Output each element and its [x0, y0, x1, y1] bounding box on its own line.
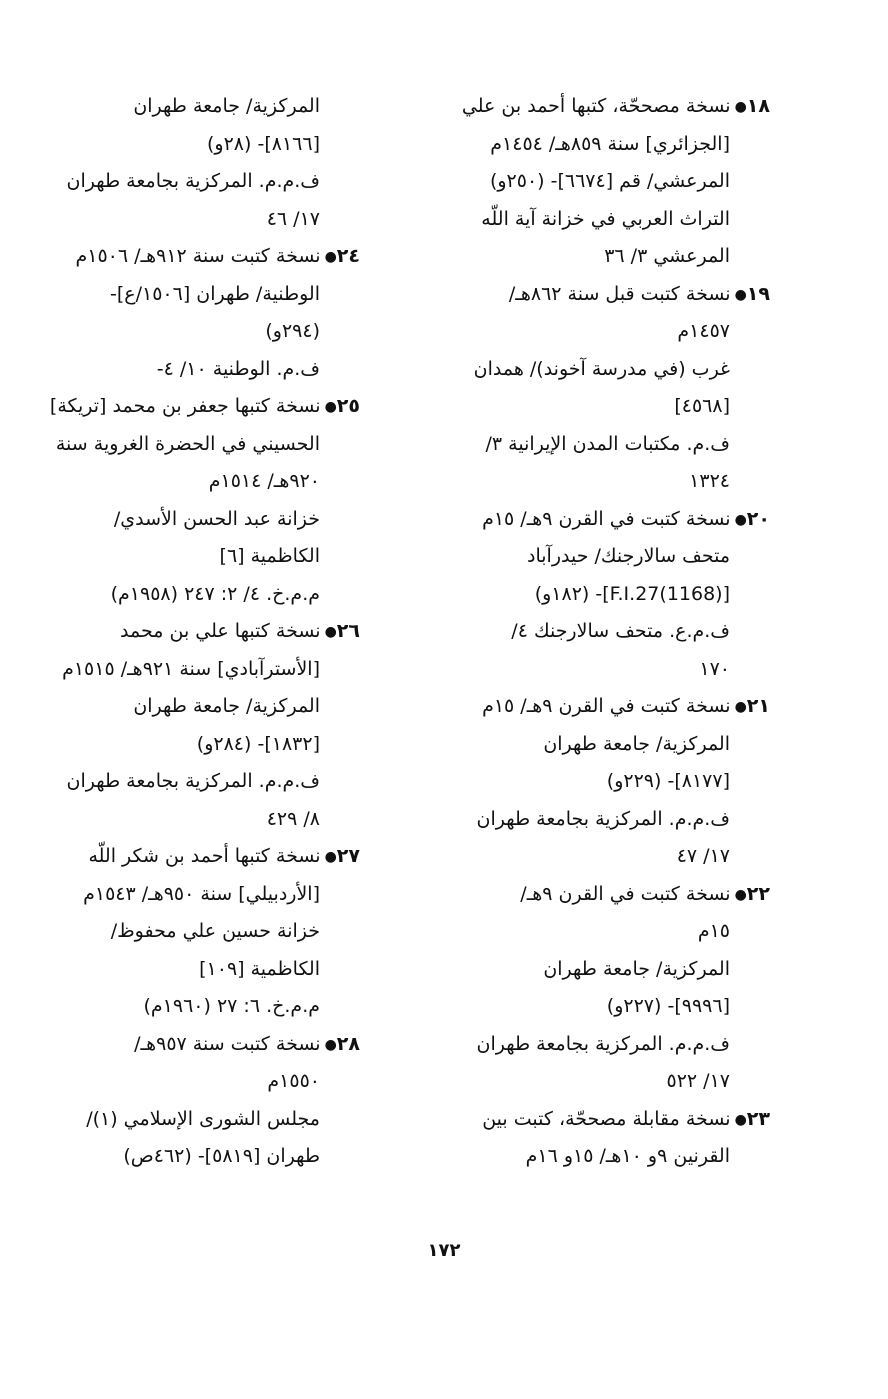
entry-line — [46, 876, 360, 914]
entry-line — [46, 688, 360, 726]
entry-text: المركزية/ جامعة طهران — [133, 695, 320, 717]
entry-text: المركزية/ جامعة طهران — [543, 957, 730, 980]
entry-text: خزانة حسين علي محفوظ/ — [110, 920, 320, 942]
entry-text: [٩٩٩٦]- (٢٢٧و) — [606, 995, 730, 1017]
entry-text: طهران [٥٨١٩]- (٤٦٢ص) — [123, 1145, 320, 1167]
entry-text: ف.م.م. المركزية بجامعة طهران — [476, 807, 730, 830]
entry-line — [430, 313, 770, 351]
bullet-icon: ● — [324, 399, 337, 415]
page-number: ١٧٢ — [427, 1240, 461, 1261]
entry-line — [46, 351, 360, 389]
entry-line — [430, 1138, 770, 1176]
entry-line — [430, 538, 770, 576]
entry-line — [46, 126, 360, 164]
entry-19 — [430, 276, 770, 501]
entry-text: ف.م.م. المركزية بجامعة طهران — [476, 1032, 730, 1055]
entry-number: ٢٦ — [336, 620, 360, 642]
entry-text: م.م.خ. ٦: ٢٧ (١٩٦٠م) — [143, 995, 320, 1017]
entry-number: ٢٢ — [746, 882, 770, 905]
entry-line — [46, 1063, 360, 1101]
entry-20 — [430, 501, 770, 689]
entry-23 — [430, 1101, 770, 1176]
entry-28 — [46, 1026, 360, 1176]
entry-text: ١٥م — [697, 920, 730, 942]
entry-line — [430, 951, 770, 989]
entry-text: ١٣٢٤ — [689, 470, 730, 492]
entry-number: ١٨ — [746, 95, 770, 117]
entry-text: ف.م. الوطنية ١٠/ ٤- — [156, 357, 320, 380]
entry-line — [430, 613, 770, 651]
entry-text: م.م.خ. ٤/ ٢: ٢٤٧ (١٩٥٨م) — [110, 582, 320, 605]
entry-number: ٢١ — [746, 695, 770, 717]
entry-number: ٢٠ — [746, 507, 770, 530]
entry-text: الكاظمية [٦] — [219, 545, 320, 567]
entry-text: ف.م. مكتبات المدن الإيرانية ٣/ — [485, 432, 730, 455]
entry-text: متحف سالارجنك/ حيدرآباد — [527, 545, 730, 567]
bullet-icon: ● — [324, 849, 337, 865]
entry-23-continued — [46, 88, 360, 238]
entry-18 — [430, 88, 770, 276]
entry-text: نسخة كتبت سنة ٩١٢هـ/ ١٥٠٦م — [75, 245, 321, 267]
bullet-icon: ● — [734, 1111, 747, 1128]
entry-line — [430, 726, 770, 764]
entry-line — [430, 576, 770, 614]
entry-line — [46, 388, 360, 426]
entry-line — [46, 201, 360, 239]
entry-line — [430, 763, 770, 801]
entry-text: نسخة مصححّة، كتبها أحمد بن علي — [461, 95, 731, 117]
entry-line — [46, 576, 360, 614]
entry-text: التراث العربي في خزانة آية اللّه — [481, 207, 730, 230]
entry-text: ٩٢٠هـ/ ١٥١٤م — [208, 470, 320, 492]
entry-text: الوطنية/ طهران [١٥٠٦/ع]- — [110, 282, 320, 305]
entry-text: ١٧/ ٤٦ — [266, 207, 320, 230]
entry-22 — [430, 876, 770, 1101]
entry-text: نسخة كتبت في القرن ٩هـ/ ١٥م — [482, 507, 731, 530]
entry-line — [46, 651, 360, 689]
entry-line — [430, 651, 770, 689]
entry-line — [430, 501, 770, 539]
entry-line — [46, 238, 360, 276]
entry-text: المركزية/ جامعة طهران — [133, 95, 320, 117]
entry-line — [46, 726, 360, 764]
bullet-icon: ● — [324, 1036, 337, 1053]
entry-text: ١٥٥٠م — [267, 1070, 320, 1092]
entry-line — [430, 988, 770, 1026]
entry-line — [430, 426, 770, 464]
entry-text: ١٧/ ٤٧ — [676, 845, 730, 867]
entry-text: الكاظمية [١٠٩] — [199, 957, 320, 980]
entry-21 — [430, 688, 770, 876]
entry-line — [430, 126, 770, 164]
entry-line — [430, 351, 770, 389]
entry-27 — [46, 838, 360, 1026]
entry-text: نسخة كتبت قبل سنة ٨٦٢هـ/ — [508, 282, 731, 305]
entry-line — [430, 838, 770, 876]
entry-line — [430, 201, 770, 239]
entry-line — [430, 238, 770, 276]
entry-line — [46, 801, 360, 839]
entry-text: المرعشي/ قم [٦٦٧٤]- (٢٥٠و) — [489, 170, 730, 192]
entry-line — [46, 988, 360, 1026]
entry-line — [46, 1138, 360, 1176]
entry-text: المرعشي ٣/ ٣٦ — [604, 245, 730, 267]
entry-text: القرنين ٩و ١٠هـ/ ١٥و ١٦م — [525, 1145, 730, 1167]
entry-text: [(1168)F.I.27]- (١٨٢و) — [534, 582, 730, 605]
entry-line — [46, 1026, 360, 1064]
entry-text: غرب (في مدرسة آخوند)/ همدان — [473, 357, 730, 380]
entry-text: ف.م.م. المركزية بجامعة طهران — [66, 170, 320, 192]
entry-line — [46, 276, 360, 314]
entry-text: نسخة كتبت سنة ٩٥٧هـ/ — [134, 1032, 321, 1055]
entry-number: ٢٤ — [336, 245, 360, 267]
entry-26 — [46, 613, 360, 838]
bullet-icon: ● — [324, 624, 337, 640]
entry-line — [46, 613, 360, 651]
entry-text: [٨١٧٧]- (٢٢٩و) — [606, 770, 730, 792]
bullet-icon: ● — [734, 511, 747, 528]
entry-line — [46, 951, 360, 989]
entry-text: خزانة عبد الحسن الأسدي/ — [113, 507, 320, 530]
entry-line — [46, 763, 360, 801]
entry-text: [١٨٣٢]- (٢٨٤و) — [196, 732, 320, 755]
bullet-icon: ● — [734, 99, 747, 115]
entry-line — [46, 313, 360, 351]
entry-line — [430, 388, 770, 426]
entry-text: نسخة كتبت في القرن ٩هـ/ — [520, 882, 731, 905]
entry-text: نسخة كتبت في القرن ٩هـ/ ١٥م — [482, 695, 731, 717]
entry-text: الحسيني في الحضرة الغروية سنة — [55, 432, 320, 455]
entry-text: مجلس الشورى الإسلامي (١)/ — [86, 1107, 320, 1130]
entry-line — [430, 1101, 770, 1139]
entry-text: نسخة مقابلة مصححّة، كتبت بين — [482, 1107, 731, 1130]
entry-line — [46, 1101, 360, 1139]
entry-line — [430, 463, 770, 501]
entry-text: [الأسترآبادي] سنة ٩٢١هـ/ ١٥١٥م — [62, 657, 320, 680]
entry-text: ١٤٥٧م — [677, 320, 730, 342]
entry-text: [٨١٦٦]- (٢٨و) — [207, 132, 320, 155]
entry-text: نسخة كتبها أحمد بن شكر اللّه — [88, 845, 321, 867]
entry-line — [46, 838, 360, 876]
entry-number: ٢٣ — [746, 1107, 770, 1130]
entry-25 — [46, 388, 360, 613]
entry-text: ١٧/ ٥٢٢ — [666, 1070, 730, 1092]
entry-text: نسخة كتبها جعفر بن محمد [تريكة] — [49, 395, 321, 417]
column-left — [46, 88, 360, 1176]
entry-number: ٢٨ — [336, 1032, 360, 1055]
entry-text: ٨/ ٤٢٩ — [266, 807, 320, 830]
entry-line — [430, 163, 770, 201]
entry-line — [430, 801, 770, 839]
entry-line — [430, 688, 770, 726]
entry-number: ٢٥ — [336, 395, 360, 417]
bullet-icon: ● — [734, 886, 747, 903]
entry-text: [الأردبيلي] سنة ٩٥٠هـ/ ١٥٤٣م — [83, 882, 320, 905]
entry-line — [430, 276, 770, 314]
bullet-icon: ● — [324, 249, 337, 265]
entry-number: ٢٧ — [336, 845, 360, 867]
entry-text: (٢٩٤و) — [265, 320, 320, 342]
entry-line — [46, 88, 360, 126]
entry-text: المركزية/ جامعة طهران — [543, 732, 730, 755]
entry-text: ف.م.ع. متحف سالارجنك ٤/ — [511, 620, 730, 642]
bullet-icon: ● — [734, 699, 747, 715]
entry-line — [430, 1063, 770, 1101]
entry-text: [٤٥٦٨] — [674, 395, 730, 417]
entry-text: [الجزائري] سنة ٨٥٩هـ/ ١٤٥٤م — [490, 132, 730, 155]
entry-line — [46, 163, 360, 201]
entry-line — [46, 913, 360, 951]
entry-text: ١٧٠ — [699, 657, 730, 680]
entry-line — [430, 88, 770, 126]
column-right — [430, 88, 770, 1176]
entry-line — [430, 1026, 770, 1064]
entry-text: نسخة كتبها علي بن محمد — [120, 620, 321, 642]
entry-number: ١٩ — [746, 282, 770, 305]
entry-line — [46, 501, 360, 539]
entry-text: ف.م.م. المركزية بجامعة طهران — [66, 770, 320, 792]
bullet-icon: ● — [734, 286, 747, 303]
entry-line — [46, 426, 360, 464]
entry-line — [430, 913, 770, 951]
entry-line — [46, 463, 360, 501]
entry-line — [430, 876, 770, 914]
entry-24 — [46, 238, 360, 388]
entry-line — [46, 538, 360, 576]
